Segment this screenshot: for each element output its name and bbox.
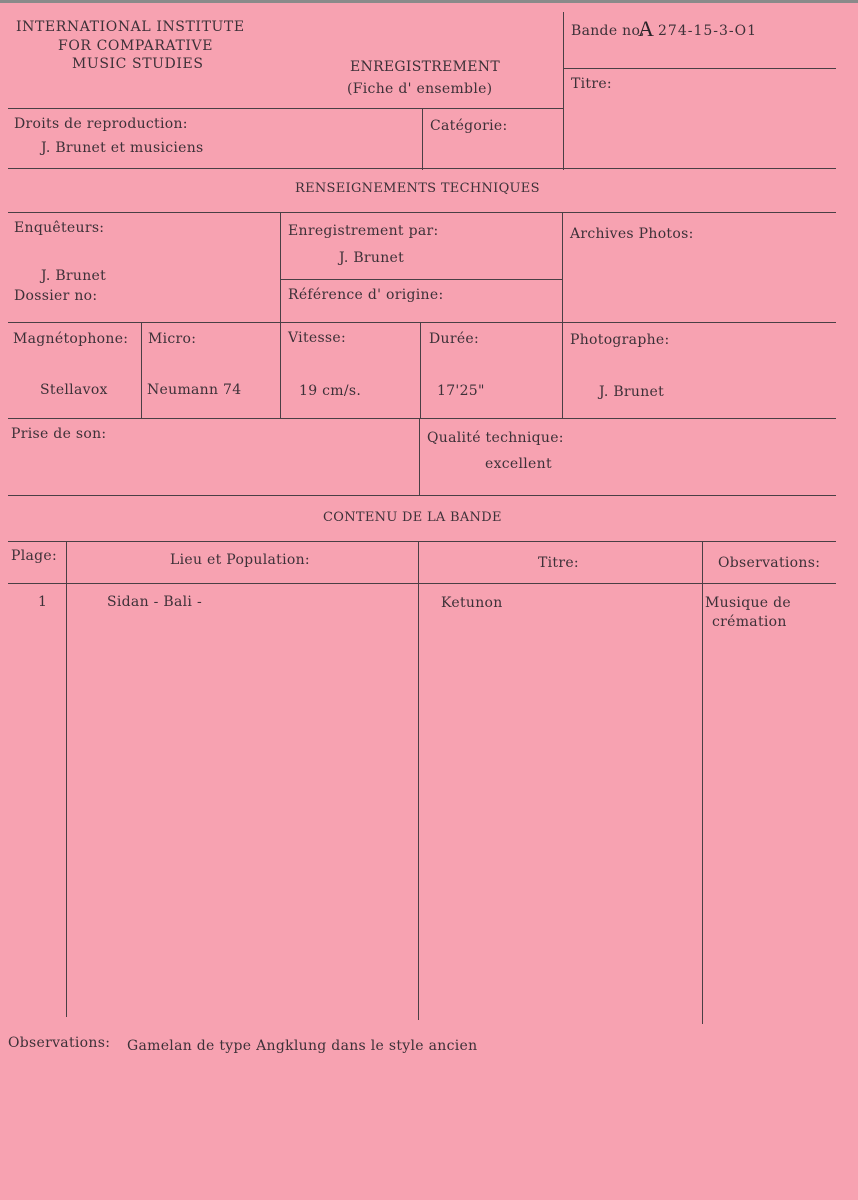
bande-number: 274-15-3-O1 — [658, 23, 758, 39]
rule-tech-row2-bottom — [8, 418, 836, 419]
titre-label: Titre: — [571, 76, 612, 92]
rule-categorie-vertical — [422, 108, 423, 170]
enregistrement-par-value: J. Brunet — [339, 250, 405, 266]
rule-enregistrement-split — [280, 279, 562, 280]
table-header-plage: Plage: — [11, 548, 58, 564]
enqueteurs-label: Enquêteurs: — [14, 220, 105, 236]
micro-label: Micro: — [148, 331, 197, 347]
qualite-label: Qualité technique: — [427, 430, 564, 446]
micro-value: Neumann 74 — [147, 382, 242, 398]
contenu-heading: CONTENU DE LA BANDE — [323, 510, 502, 525]
rule-tech-row2-v2 — [280, 322, 281, 418]
rule-table-col1 — [66, 541, 67, 1017]
prise-de-son-label: Prise de son: — [11, 426, 107, 442]
rule-tech-row2-v3 — [420, 322, 421, 418]
duree-label: Durée: — [429, 331, 480, 347]
rule-table-col3 — [702, 541, 703, 1024]
observations-label: Observations: — [8, 1035, 111, 1051]
table-header-observations: Observations: — [718, 555, 821, 571]
dossier-label: Dossier no: — [14, 288, 98, 304]
rule-tech-row1-bottom — [8, 322, 836, 323]
categorie-label: Catégorie: — [430, 118, 508, 134]
renseignements-heading: RENSEIGNEMENTS TECHNIQUES — [295, 181, 540, 196]
bande-label: Bande no. — [571, 23, 645, 39]
scan-top-edge — [0, 0, 858, 3]
enqueteurs-value: J. Brunet — [41, 268, 107, 284]
row1-titre: Ketunon — [441, 595, 503, 611]
duree-value: 17'25" — [437, 383, 485, 399]
archives-label: Archives Photos: — [570, 226, 694, 242]
rule-table-header-bottom — [8, 583, 836, 584]
droits-label: Droits de reproduction: — [14, 116, 188, 132]
rule-contenu-bottom — [8, 541, 836, 542]
rule-table-col2 — [418, 541, 419, 1020]
photographe-value: J. Brunet — [599, 384, 665, 400]
row1-observations-line1: Musique de — [705, 595, 791, 611]
institute-line1: INTERNATIONAL INSTITUTE — [16, 19, 245, 35]
magnetophone-label: Magnétophone: — [13, 331, 129, 347]
rule-tech-v2 — [562, 212, 563, 322]
rule-renseignements-bottom — [8, 212, 836, 213]
rule-tech-row2-v1 — [141, 322, 142, 418]
rule-tech-v1 — [280, 212, 281, 322]
vitesse-label: Vitesse: — [288, 330, 347, 346]
form-subtitle: (Fiche d' ensemble) — [347, 81, 493, 97]
institute-line3: MUSIC STUDIES — [72, 56, 204, 72]
rule-section1-bottom — [8, 168, 836, 169]
form-title: ENREGISTREMENT — [350, 59, 500, 75]
observations-value: Gamelan de type Angklung dans le style ancien — [127, 1038, 478, 1054]
table-header-titre: Titre: — [538, 555, 579, 571]
rule-header-bottom — [8, 108, 563, 109]
reference-label: Référence d' origine: — [288, 287, 444, 303]
rule-tech-row2-v4 — [562, 322, 563, 418]
rule-tech-row3-bottom — [8, 495, 836, 496]
table-header-lieu: Lieu et Population: — [170, 552, 310, 568]
row1-lieu: Sidan - Bali - — [107, 594, 202, 610]
rule-header-right — [563, 68, 836, 69]
droits-value: J. Brunet et musiciens — [41, 140, 204, 156]
bande-handwritten-letter: A — [638, 16, 655, 41]
rule-header-vertical — [563, 12, 564, 170]
photographe-label: Photographe: — [570, 332, 670, 348]
vitesse-value: 19 cm/s. — [299, 383, 362, 399]
institute-line2: FOR COMPARATIVE — [58, 38, 214, 54]
magnetophone-value: Stellavox — [40, 382, 108, 398]
rule-qualite-vertical — [419, 418, 420, 495]
row1-plage: 1 — [38, 594, 48, 610]
row1-observations-line2: crémation — [712, 614, 787, 630]
enregistrement-par-label: Enregistrement par: — [288, 223, 439, 239]
qualite-value: excellent — [485, 456, 552, 472]
